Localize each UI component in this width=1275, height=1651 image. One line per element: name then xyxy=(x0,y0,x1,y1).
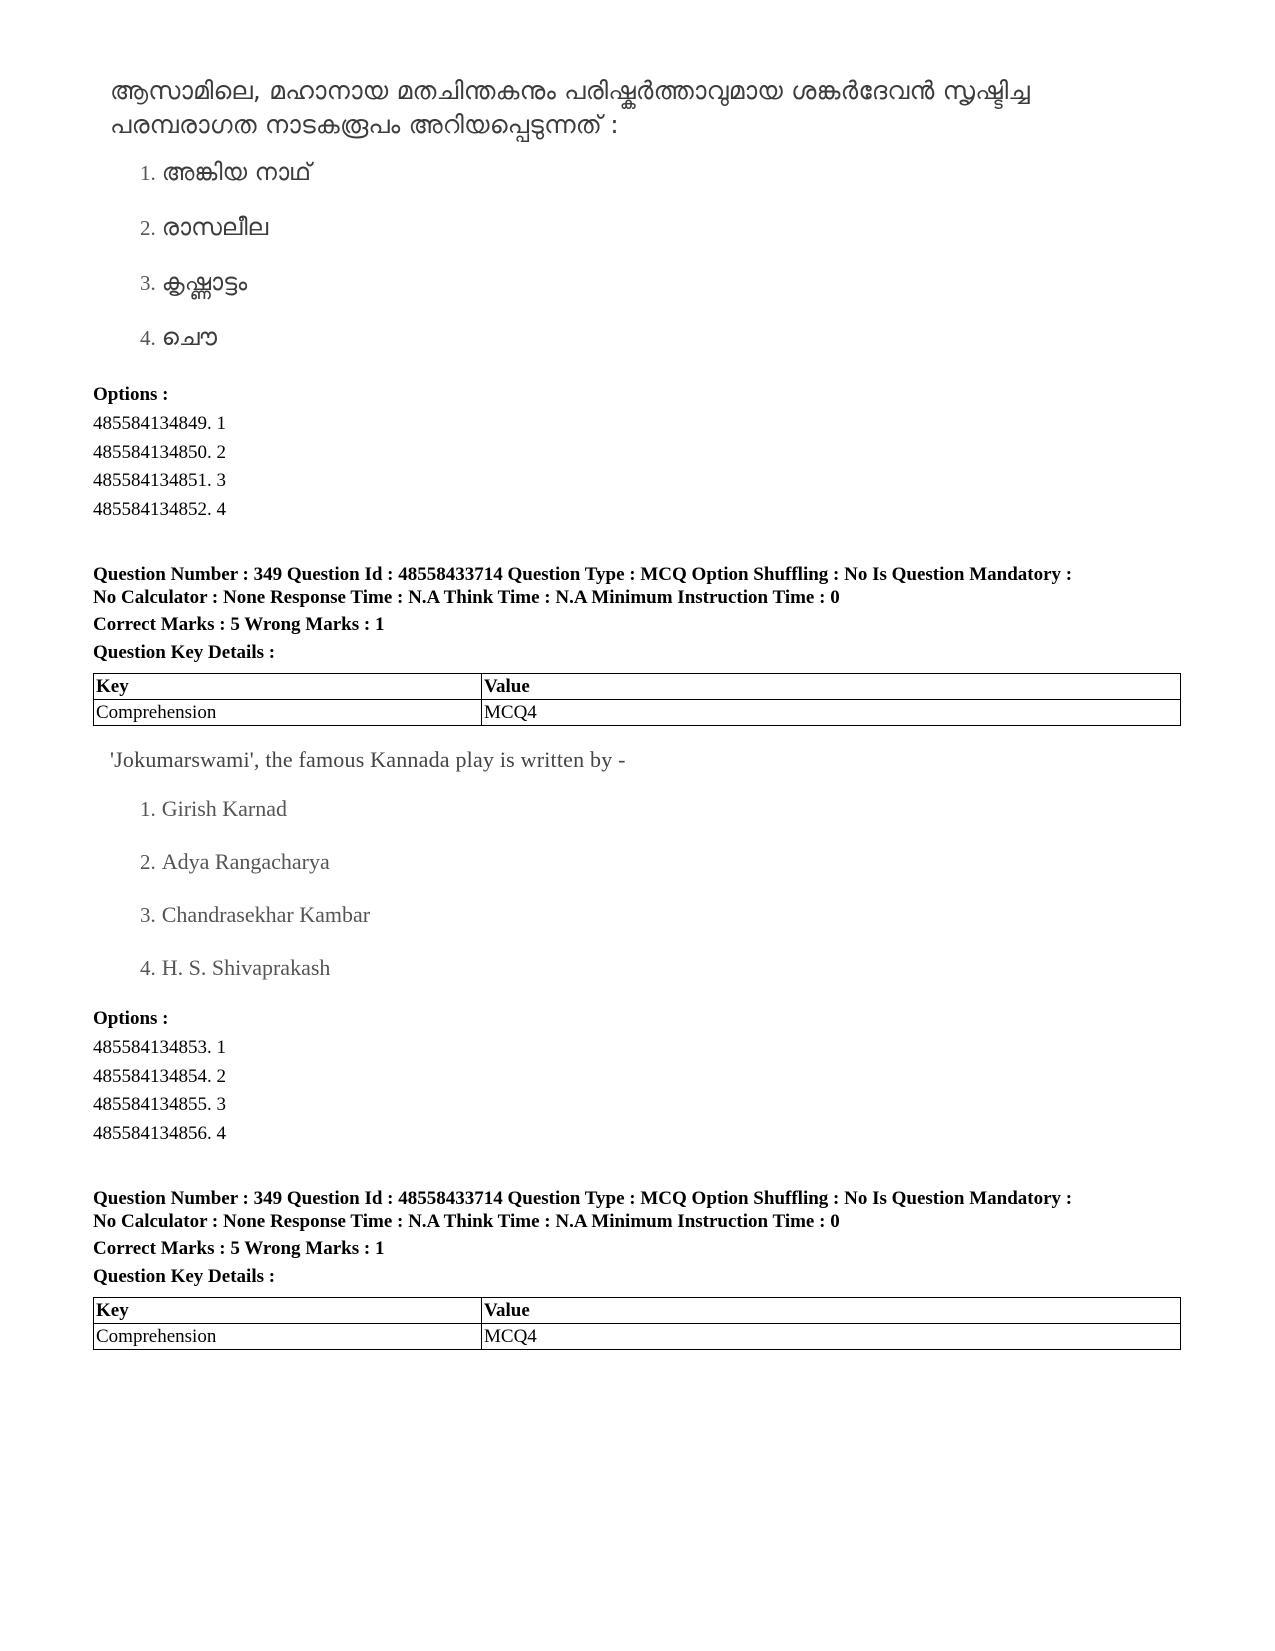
question-meta-line-1: Question Number : 349 Question Id : 48558433714 Question Type : MCQ Option Shuffling : No Is Question Mandatory : xyxy=(93,564,1073,585)
question-choice-4 xyxy=(140,955,330,981)
choice-number: 4. xyxy=(140,326,156,350)
key-details-table xyxy=(93,1297,1181,1350)
choice-text: Adya Rangacharya xyxy=(161,849,330,874)
table-row xyxy=(94,700,1181,726)
options-list xyxy=(93,410,226,524)
options-list xyxy=(93,1034,226,1148)
marks-line: Correct Marks : 5 Wrong Marks : 1 xyxy=(93,1238,385,1259)
question-text: 'Jokumarswami', the famous Kannada play is written by - xyxy=(110,747,626,772)
option-item: 485584134850. 2 xyxy=(93,441,226,463)
question-meta-line-1: Question Number : 349 Question Id : 48558433714 Question Type : MCQ Option Shuffling : No Is Question Mandatory : xyxy=(93,1188,1073,1209)
question-meta-line-2: No Calculator : None Response Time : N.A Think Time : N.A Minimum Instruction Time : 0 xyxy=(93,587,840,608)
question-choice-4 xyxy=(140,323,217,351)
table-header-row xyxy=(94,674,1181,700)
key-details-label: Question Key Details : xyxy=(93,1266,276,1287)
option-item: 485584134855. 3 xyxy=(93,1094,226,1115)
question-meta xyxy=(93,563,1193,609)
question-choice-3 xyxy=(140,902,370,928)
option-item: 485584134854. 2 xyxy=(93,1065,226,1087)
key-details-table xyxy=(93,673,1181,726)
choice-text: അങ്കിയ നാഥ് xyxy=(161,158,312,186)
table-cell-value: MCQ4 xyxy=(482,700,1181,726)
options-label: Options : xyxy=(93,384,169,405)
question-choice-2 xyxy=(140,849,330,875)
table-header-key: Key xyxy=(94,674,482,700)
marks-line: Correct Marks : 5 Wrong Marks : 1 xyxy=(93,614,385,635)
question-choice-2 xyxy=(140,213,268,241)
question-text-line-2: പരമ്പരാഗത നാടകരൂപം അറിയപ്പെടുന്നത് : xyxy=(110,110,619,139)
option-item: 485584134849. 1 xyxy=(93,413,226,434)
table-header-row xyxy=(94,1298,1181,1324)
question-choice-1 xyxy=(140,158,311,186)
question-image-malayalam xyxy=(110,74,1160,364)
options-label: Options : xyxy=(93,1008,169,1029)
choice-number: 4. xyxy=(140,956,156,980)
option-item: 485584134856. 4 xyxy=(93,1122,226,1144)
key-details-label: Question Key Details : xyxy=(93,642,276,663)
option-item: 485584134851. 3 xyxy=(93,470,226,491)
question-meta xyxy=(93,1187,1193,1233)
question-text-line-1: ആസാമിലെ, മഹാനായ മതചിന്തകനും പരിഷ്കർത്താവുമായ ശങ്കർദേവൻ സൃഷ്ടിച്ച xyxy=(110,76,1030,105)
question-choice-3 xyxy=(140,268,247,296)
choice-number: 1. xyxy=(140,161,156,185)
choice-number: 3. xyxy=(140,903,156,927)
table-header-key: Key xyxy=(94,1298,482,1324)
choice-number: 2. xyxy=(140,850,156,874)
choice-number: 2. xyxy=(140,216,156,240)
table-header-value: Value xyxy=(482,1298,1181,1324)
choice-number: 1. xyxy=(140,797,156,821)
choice-text: ചൌ xyxy=(161,323,218,351)
choice-text: Chandrasekhar Kambar xyxy=(161,902,371,927)
option-item: 485584134853. 1 xyxy=(93,1037,226,1058)
table-cell-key: Comprehension xyxy=(94,700,482,726)
table-cell-value: MCQ4 xyxy=(482,1324,1181,1350)
option-item: 485584134852. 4 xyxy=(93,498,226,520)
table-header-value: Value xyxy=(482,674,1181,700)
table-row xyxy=(94,1324,1181,1350)
question-choice-1 xyxy=(140,796,287,822)
choice-number: 3. xyxy=(140,271,156,295)
question-image-english xyxy=(110,746,1010,986)
choice-text: H. S. Shivaprakash xyxy=(161,955,331,980)
choice-text: Girish Karnad xyxy=(161,796,287,821)
question-meta-line-2: No Calculator : None Response Time : N.A Think Time : N.A Minimum Instruction Time : 0 xyxy=(93,1211,840,1232)
table-cell-key: Comprehension xyxy=(94,1324,482,1350)
choice-text: കൃഷ്ണാട്ടം xyxy=(161,268,248,296)
choice-text: രാസലീല xyxy=(161,213,269,241)
